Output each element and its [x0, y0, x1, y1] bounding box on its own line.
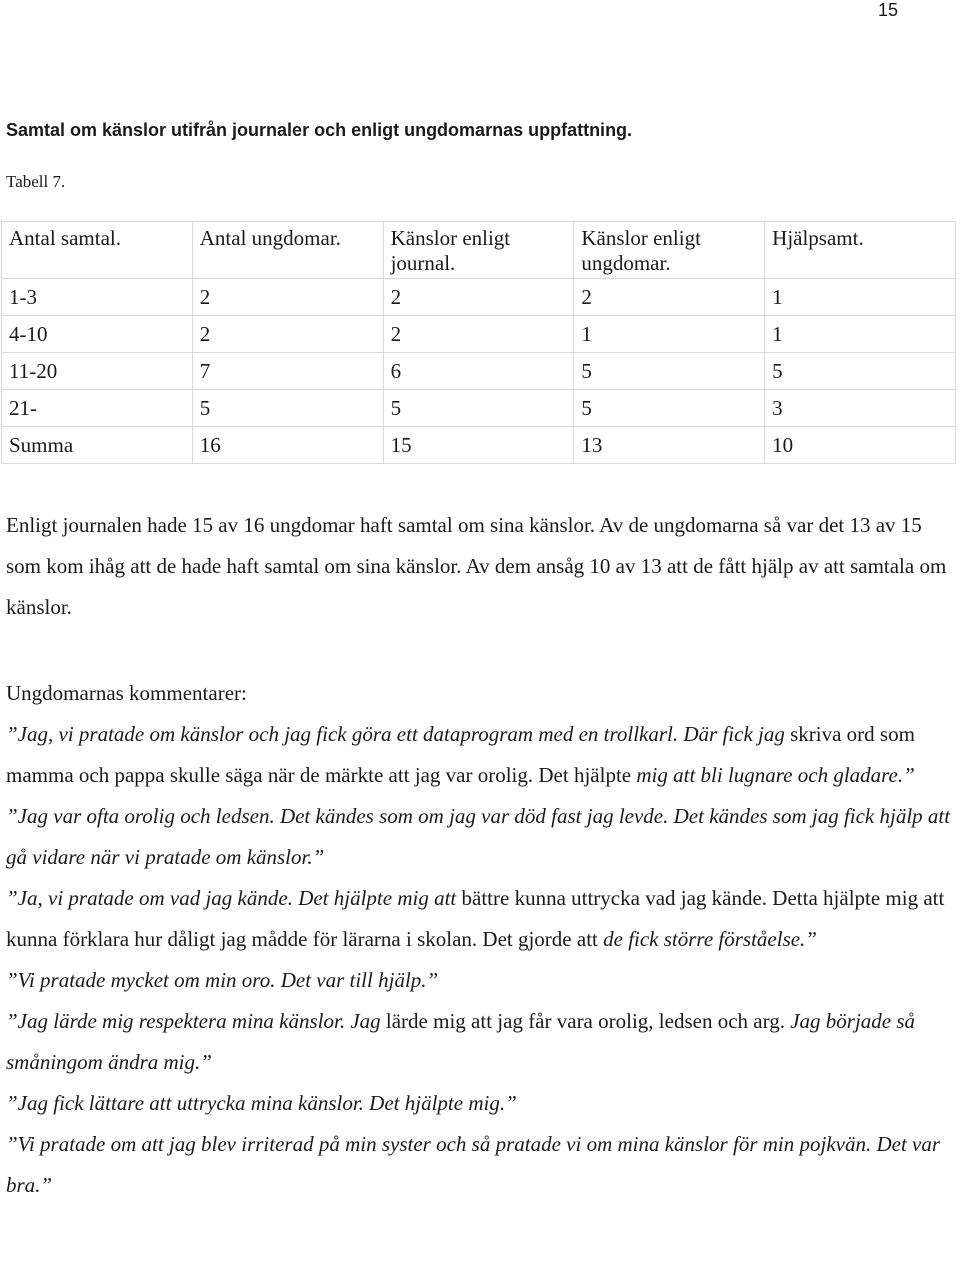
table-cell: 15: [383, 427, 574, 464]
table-cell: 1: [765, 316, 956, 353]
table-cell: 2: [192, 279, 383, 316]
header-antal-samtal: Antal samtal.: [2, 222, 193, 279]
table-cell: 2: [192, 316, 383, 353]
comment-quote: ”Jag lärde mig respektera mina känslor. Jag lärde mig att jag får vara orolig, ledsen och arg. Jag började så småningom ändra mig.”: [6, 1009, 916, 1074]
table-cell: 2: [383, 279, 574, 316]
table-row: [2, 390, 956, 427]
table-cell: 7: [192, 353, 383, 390]
table-cell: 4-10: [2, 316, 193, 353]
comment-quote: ”Jag fick lättare att uttrycka mina känslor. Det hjälpte mig.”: [6, 1091, 517, 1115]
table-cell: 21-: [2, 390, 193, 427]
table-row: [2, 279, 956, 316]
table-cell: 2: [574, 279, 765, 316]
comment-quote: ”Vi pratade om att jag blev irriterad på min syster och så pratade vi om mina känslor för min pojkvän. Det var bra.”: [6, 1132, 941, 1197]
comments-label: Ungdomarnas kommentarer:: [6, 681, 247, 705]
comment-quote: ”Jag, vi pratade om känslor och jag fick göra ett dataprogram med en trollkarl. Där fick jag skriva ord som mamma och pappa skulle säga när de märkte att jag var orolig. Det hjälpte mig att bli lugnare och gladare.”: [6, 722, 915, 787]
table-cell: 5: [192, 390, 383, 427]
table-caption: Tabell 7.: [6, 172, 66, 191]
table-cell: 13: [574, 427, 765, 464]
table-cell: 6: [383, 353, 574, 390]
table-cell: 1: [574, 316, 765, 353]
summary-paragraph: Enligt journalen hade 15 av 16 ungdomar haft samtal om sina känslor. Av de ungdomarna så var det 13 av 15 som kom ihåg att de hade haft samtal om sina känslor. Av dem ansåg 10 av 13 att de fått hjälp av att samtala om känslor.: [6, 513, 947, 619]
table-row: [2, 316, 956, 353]
table-cell: 3: [765, 390, 956, 427]
table-cell: 1-3: [2, 279, 193, 316]
table-cell: 16: [192, 427, 383, 464]
table-row-total: [2, 427, 956, 464]
data-table: [1, 221, 956, 464]
comment-quote: ”Vi pratade mycket om min oro. Det var till hjälp.”: [6, 968, 439, 992]
table-cell: 5: [765, 353, 956, 390]
table-row: [2, 353, 956, 390]
table-cell: 10: [765, 427, 956, 464]
table-cell: Summa: [2, 427, 193, 464]
table-cell: 5: [383, 390, 574, 427]
table-cell: 5: [574, 390, 765, 427]
section-heading: Samtal om känslor utifrån journaler och enligt ungdomarnas uppfattning.: [6, 120, 633, 140]
header-kanslor-journal: Känslor enligt journal.: [383, 222, 574, 279]
header-hjalpsamt: Hjälpsamt.: [765, 222, 956, 279]
header-antal-ungdomar: Antal ungdomar.: [192, 222, 383, 279]
comment-quote: ”Ja, vi pratade om vad jag kände. Det hjälpte mig att bättre kunna uttrycka vad jag kände. Detta hjälpte mig att kunna förklara hur dåligt jag mådde för lärarna i skolan. Det gjorde att de fick större förståelse.”: [6, 886, 945, 951]
table-cell: 11-20: [2, 353, 193, 390]
table-cell: 5: [574, 353, 765, 390]
header-kanslor-ungdomar: Känslor enligt ungdomar.: [574, 222, 765, 279]
comments-section: [6, 673, 951, 1206]
table-header-row: [2, 222, 956, 279]
table-cell: 2: [383, 316, 574, 353]
page-number: 15: [877, 0, 898, 20]
comment-quote: ”Jag var ofta orolig och ledsen. Det kändes som om jag var död fast jag levde. Det kändes som jag fick hjälp att gå vidare när vi pratade om känslor.”: [6, 804, 951, 869]
table-cell: 1: [765, 279, 956, 316]
